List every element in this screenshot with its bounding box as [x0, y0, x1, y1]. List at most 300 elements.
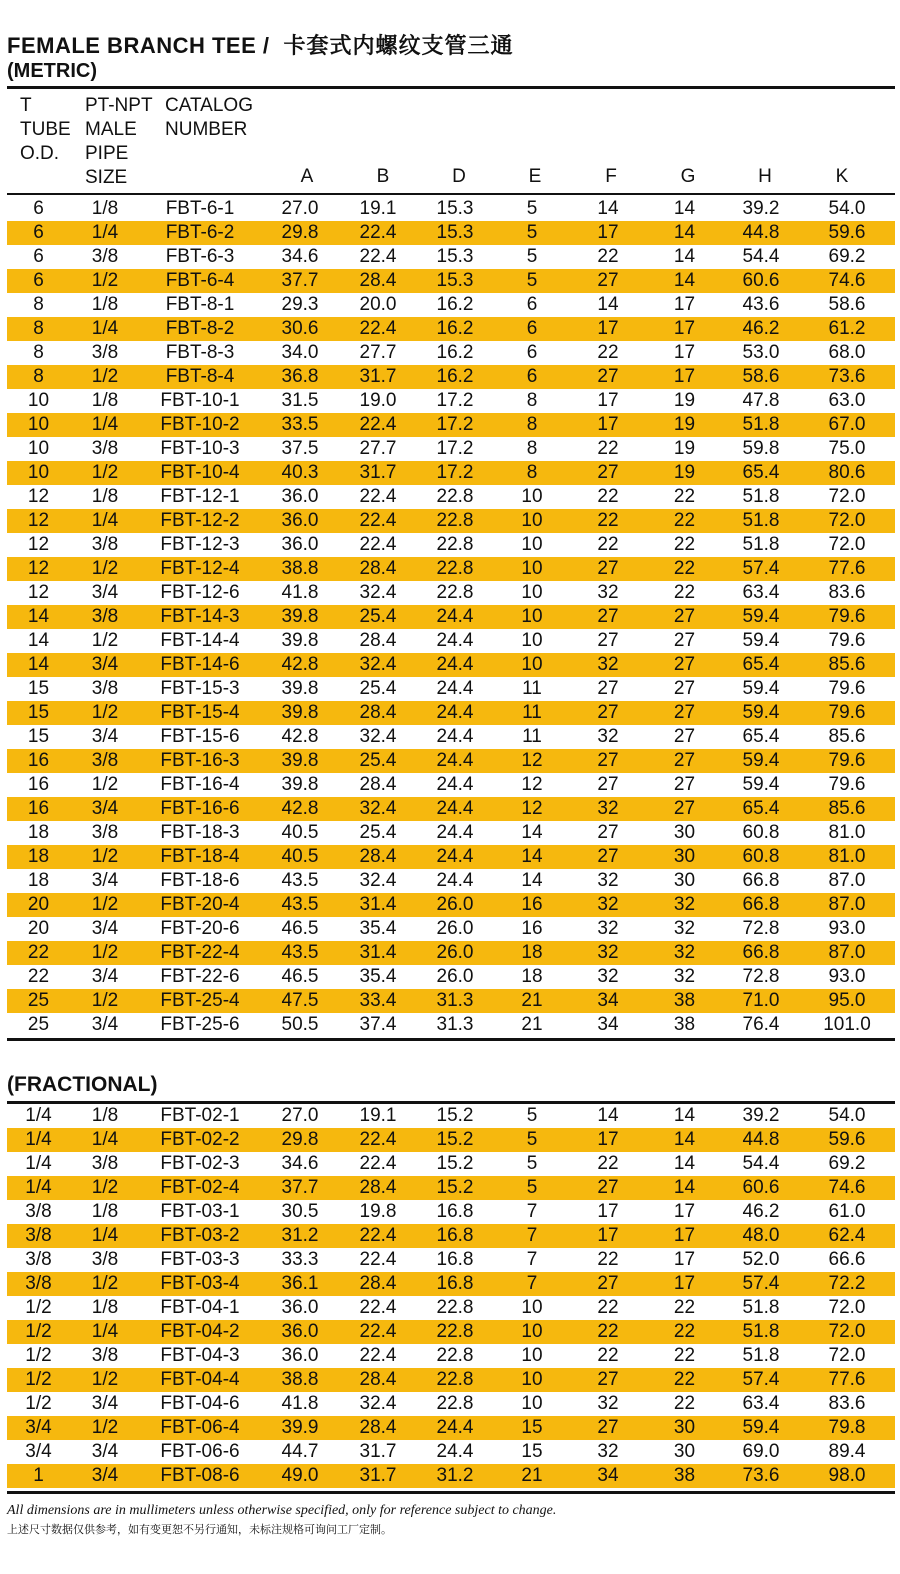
header-dim-e: E	[528, 166, 542, 187]
cell-dim-b: 28.4	[340, 1272, 416, 1296]
cell-dim-k: 93.0	[828, 918, 866, 939]
cell-dim-g: 22	[673, 534, 696, 555]
cell-dim-h: 44.8	[723, 1128, 799, 1152]
cell-dim-g: 30	[646, 845, 723, 869]
cell-dim-b: 31.7	[340, 1464, 416, 1488]
cell-dim-a: 39.8	[260, 749, 340, 773]
cell-dim-h: 60.8	[723, 845, 799, 869]
cell-dim-k: 79.6	[828, 774, 866, 795]
cell-dim-k: 77.6	[799, 1368, 895, 1392]
cell-dim-h: 44.8	[723, 221, 799, 245]
cell-catalog-number: FBT-02-3	[160, 1153, 240, 1174]
cell-dim-f: 27	[570, 1416, 646, 1440]
cell-dim-g: 38	[673, 1014, 696, 1035]
cell-dim-b: 32.4	[340, 653, 416, 677]
page-title	[7, 33, 887, 82]
cell-tube-od: 15	[27, 678, 50, 699]
cell-dim-e: 5	[526, 1105, 538, 1126]
cell-dim-g: 22	[673, 486, 696, 507]
cell-pipe-size: 3/8	[70, 749, 140, 773]
cell-dim-e: 10	[521, 582, 543, 603]
cell-catalog-number: FBT-12-1	[160, 486, 240, 507]
cell-dim-e: 10	[521, 534, 543, 555]
cell-dim-k: 72.0	[828, 486, 866, 507]
cell-dim-e: 7	[526, 1249, 538, 1270]
cell-tube-od: 15	[7, 701, 70, 725]
cell-dim-d: 24.4	[416, 1416, 494, 1440]
cell-dim-a: 36.0	[260, 1320, 340, 1344]
cell-pipe-size: 1/4	[70, 413, 140, 437]
cell-catalog-number: FBT-14-3	[140, 605, 260, 629]
cell-dim-h: 66.8	[723, 941, 799, 965]
cell-catalog-number: FBT-16-3	[140, 749, 260, 773]
cell-catalog-number: FBT-12-3	[160, 534, 240, 555]
cell-pipe-size: 3/8	[70, 605, 140, 629]
fractional-title: (FRACTIONAL)	[7, 1073, 158, 1096]
cell-dim-f: 22	[570, 1320, 646, 1344]
cell-dim-h: 54.4	[742, 246, 780, 267]
cell-dim-a: 44.7	[281, 1441, 319, 1462]
cell-dim-a: 50.5	[281, 1014, 319, 1035]
cell-catalog-number: FBT-10-2	[140, 413, 260, 437]
cell-dim-f: 27	[570, 1272, 646, 1296]
cell-dim-k: 72.0	[799, 1320, 895, 1344]
cell-dim-a: 34.6	[281, 246, 319, 267]
cell-dim-k: 68.0	[828, 342, 866, 363]
cell-dim-g: 19	[673, 438, 696, 459]
cell-pipe-size: 3/4	[91, 726, 119, 747]
cell-dim-f: 27	[570, 461, 646, 485]
cell-pipe-size: 1/4	[70, 1128, 140, 1152]
cell-catalog-number: FBT-18-4	[140, 845, 260, 869]
cell-dim-d: 22.8	[436, 1393, 474, 1414]
cell-catalog-number: FBT-16-6	[140, 797, 260, 821]
cell-dim-h: 59.4	[742, 630, 780, 651]
table-row	[7, 365, 895, 389]
cell-dim-d: 16.8	[436, 1249, 474, 1270]
cell-catalog-number: FBT-10-4	[140, 461, 260, 485]
cell-dim-b: 28.4	[340, 557, 416, 581]
cell-pipe-size: 1/2	[70, 269, 140, 293]
cell-dim-f: 32	[597, 1393, 619, 1414]
cell-tube-od: 16	[7, 749, 70, 773]
cell-dim-b: 22.4	[340, 509, 416, 533]
cell-dim-k: 80.6	[799, 461, 895, 485]
cell-dim-g: 30	[646, 1416, 723, 1440]
table-row	[7, 725, 895, 749]
cell-dim-f: 17	[570, 317, 646, 341]
cell-dim-d: 24.4	[436, 726, 474, 747]
cell-dim-e: 10	[494, 1320, 570, 1344]
header-pipe-size: PT-NPT MALE PIPE SIZE	[85, 95, 153, 188]
cell-dim-b: 28.4	[359, 774, 397, 795]
cell-dim-f: 22	[597, 1249, 619, 1270]
cell-tube-od: 10	[27, 390, 50, 411]
footnote-en: All dimensions are in mullimeters unless otherwise specified, only for reference subject to change.	[7, 1503, 557, 1518]
cell-dim-f: 27	[597, 774, 619, 795]
cell-dim-b: 32.4	[359, 582, 397, 603]
cell-dim-f: 14	[597, 294, 619, 315]
cell-dim-g: 22	[673, 1297, 696, 1318]
cell-dim-f: 27	[570, 845, 646, 869]
cell-dim-b: 20.0	[359, 294, 397, 315]
cell-pipe-size: 3/4	[91, 966, 119, 987]
cell-tube-od: 10	[27, 438, 50, 459]
cell-dim-a: 39.8	[281, 678, 319, 699]
cell-dim-g: 30	[673, 1441, 696, 1462]
cell-dim-f: 17	[597, 1201, 619, 1222]
cell-dim-g: 19	[646, 413, 723, 437]
cell-tube-od: 8	[33, 342, 44, 363]
cell-dim-a: 31.5	[281, 390, 319, 411]
table-row	[7, 677, 895, 701]
cell-dim-a: 46.5	[281, 966, 319, 987]
cell-dim-f: 27	[597, 822, 619, 843]
cell-dim-e: 15	[521, 1441, 543, 1462]
cell-dim-a: 39.8	[260, 701, 340, 725]
cell-dim-h: 73.6	[723, 1464, 799, 1488]
cell-dim-e: 10	[521, 1297, 543, 1318]
cell-catalog-number: FBT-8-3	[165, 342, 235, 363]
title-en: FEMALE BRANCH TEE /	[7, 33, 270, 58]
cell-dim-g: 22	[646, 509, 723, 533]
cell-pipe-size: 1/8	[91, 1105, 119, 1126]
cell-dim-e: 11	[522, 726, 542, 747]
table-row	[7, 1152, 895, 1176]
cell-tube-od: 3/8	[7, 1224, 70, 1248]
cell-dim-h: 43.6	[742, 294, 780, 315]
cell-dim-k: 62.4	[799, 1224, 895, 1248]
cell-tube-od: 14	[27, 630, 50, 651]
cell-dim-e: 5	[526, 246, 538, 267]
title-metric: (METRIC)	[7, 60, 97, 82]
cell-dim-d: 26.0	[416, 941, 494, 965]
cell-dim-a: 29.8	[260, 221, 340, 245]
cell-pipe-size: 3/8	[91, 678, 119, 699]
cell-dim-d: 24.4	[436, 822, 474, 843]
cell-dim-e: 10	[521, 486, 543, 507]
table-row	[7, 821, 895, 845]
table-row	[7, 317, 895, 341]
cell-dim-a: 37.5	[281, 438, 319, 459]
cell-dim-a: 46.5	[281, 918, 319, 939]
table-row	[7, 989, 895, 1013]
cell-dim-b: 22.4	[340, 317, 416, 341]
table-row	[7, 1104, 895, 1128]
cell-dim-b: 22.4	[359, 1153, 397, 1174]
cell-catalog-number: FBT-12-4	[140, 557, 260, 581]
table-row	[7, 773, 895, 797]
cell-dim-b: 22.4	[359, 1297, 397, 1318]
cell-dim-e: 15	[494, 1416, 570, 1440]
fractional-table	[7, 1104, 895, 1488]
cell-dim-a: 42.8	[260, 653, 340, 677]
cell-dim-a: 29.8	[260, 1128, 340, 1152]
cell-catalog-number: FBT-04-2	[140, 1320, 260, 1344]
table-row	[7, 1224, 895, 1248]
cell-dim-e: 5	[526, 1153, 538, 1174]
cell-pipe-size: 3/4	[70, 653, 140, 677]
cell-dim-k: 74.6	[799, 269, 895, 293]
cell-dim-f: 32	[597, 870, 619, 891]
cell-dim-a: 33.5	[260, 413, 340, 437]
cell-dim-a: 36.0	[281, 534, 319, 555]
cell-dim-b: 22.4	[340, 1128, 416, 1152]
cell-dim-b: 32.4	[359, 726, 397, 747]
cell-dim-d: 16.2	[436, 294, 474, 315]
cell-dim-h: 69.0	[742, 1441, 780, 1462]
cell-dim-k: 72.0	[828, 534, 866, 555]
cell-dim-d: 22.8	[416, 1320, 494, 1344]
cell-dim-d: 22.8	[416, 1368, 494, 1392]
cell-dim-a: 36.0	[281, 486, 319, 507]
cell-dim-a: 39.9	[260, 1416, 340, 1440]
table-row	[7, 941, 895, 965]
cell-tube-od: 3/8	[25, 1201, 52, 1222]
cell-catalog-number: FBT-25-4	[140, 989, 260, 1013]
cell-dim-k: 74.6	[799, 1176, 895, 1200]
cell-dim-d: 22.8	[436, 1297, 474, 1318]
cell-dim-h: 59.8	[742, 438, 780, 459]
cell-dim-a: 34.0	[281, 342, 319, 363]
cell-dim-e: 5	[494, 269, 570, 293]
table-row	[7, 293, 895, 317]
cell-dim-d: 24.4	[436, 870, 474, 891]
cell-catalog-number: FBT-02-4	[140, 1176, 260, 1200]
cell-dim-a: 43.5	[260, 941, 340, 965]
cell-pipe-size: 1/2	[70, 701, 140, 725]
cell-dim-b: 25.4	[359, 822, 397, 843]
cell-catalog-number: FBT-8-2	[140, 317, 260, 341]
cell-dim-b: 32.4	[359, 1393, 397, 1414]
cell-pipe-size: 3/8	[91, 534, 119, 555]
header-dim-a: A	[300, 166, 314, 187]
cell-dim-f: 14	[597, 1105, 619, 1126]
cell-pipe-size: 1/2	[91, 630, 119, 651]
cell-dim-e: 21	[521, 1014, 543, 1035]
cell-dim-a: 37.7	[260, 1176, 340, 1200]
cell-dim-h: 71.0	[723, 989, 799, 1013]
cell-pipe-size: 1/8	[91, 486, 119, 507]
cell-dim-e: 8	[526, 390, 538, 411]
cell-dim-h: 54.4	[742, 1153, 780, 1174]
cell-dim-g: 32	[646, 941, 723, 965]
table-row	[7, 341, 895, 365]
cell-catalog-number: FBT-03-1	[160, 1201, 240, 1222]
cell-pipe-size: 1/8	[91, 294, 119, 315]
cell-dim-k: 77.6	[799, 557, 895, 581]
cell-dim-k: 89.4	[828, 1441, 866, 1462]
cell-dim-e: 10	[494, 1368, 570, 1392]
cell-dim-d: 24.4	[436, 630, 474, 651]
cell-catalog-number: FBT-04-3	[160, 1345, 240, 1366]
cell-dim-b: 19.0	[359, 390, 397, 411]
cell-dim-g: 32	[673, 966, 696, 987]
cell-dim-h: 65.4	[723, 653, 799, 677]
cell-dim-f: 32	[570, 941, 646, 965]
cell-catalog-number: FBT-03-4	[140, 1272, 260, 1296]
cell-dim-a: 40.3	[260, 461, 340, 485]
cell-dim-h: 51.8	[742, 1345, 780, 1366]
cell-dim-k: 73.6	[799, 365, 895, 389]
cell-tube-od: 1/2	[25, 1297, 52, 1318]
cell-catalog-number: FBT-10-1	[160, 390, 240, 411]
cell-catalog-number: FBT-6-3	[165, 246, 235, 267]
cell-pipe-size: 1/2	[91, 774, 119, 795]
cell-dim-g: 27	[673, 726, 696, 747]
cell-dim-h: 59.4	[742, 774, 780, 795]
cell-dim-d: 15.2	[436, 1105, 474, 1126]
metric-bottom-rule	[7, 1038, 895, 1041]
cell-pipe-size: 3/8	[91, 822, 119, 843]
cell-dim-b: 31.7	[340, 461, 416, 485]
table-row	[7, 1344, 895, 1368]
cell-dim-b: 22.4	[340, 1224, 416, 1248]
cell-dim-e: 10	[494, 557, 570, 581]
cell-pipe-size: 1/8	[91, 1297, 119, 1318]
cell-dim-a: 37.7	[260, 269, 340, 293]
footnotes	[7, 1502, 556, 1538]
cell-tube-od: 3/8	[25, 1249, 52, 1270]
cell-dim-g: 17	[673, 1249, 696, 1270]
cell-tube-od: 20	[27, 918, 50, 939]
cell-dim-d: 22.8	[436, 582, 474, 603]
cell-dim-g: 27	[646, 605, 723, 629]
table-row	[7, 869, 895, 893]
cell-catalog-number: FBT-12-2	[140, 509, 260, 533]
cell-dim-b: 19.8	[359, 1201, 397, 1222]
cell-dim-f: 34	[597, 1014, 619, 1035]
cell-dim-b: 19.1	[359, 198, 397, 219]
cell-dim-f: 22	[597, 342, 619, 363]
cell-tube-od: 18	[27, 822, 50, 843]
cell-dim-a: 31.2	[260, 1224, 340, 1248]
cell-dim-e: 16	[494, 893, 570, 917]
cell-dim-d: 24.4	[416, 797, 494, 821]
header-top-rule	[7, 86, 895, 89]
cell-dim-a: 30.5	[281, 1201, 319, 1222]
cell-dim-f: 17	[570, 1224, 646, 1248]
cell-dim-h: 65.4	[742, 726, 780, 747]
cell-dim-e: 10	[494, 509, 570, 533]
cell-dim-e: 12	[521, 774, 543, 795]
cell-dim-e: 10	[494, 605, 570, 629]
cell-dim-h: 39.2	[742, 198, 780, 219]
cell-catalog-number: FBT-15-6	[160, 726, 240, 747]
cell-dim-b: 22.4	[340, 413, 416, 437]
cell-dim-e: 5	[494, 221, 570, 245]
table-row	[7, 845, 895, 869]
cell-dim-f: 22	[597, 1297, 619, 1318]
title-line-1	[7, 33, 887, 60]
cell-dim-a: 40.5	[281, 822, 319, 843]
cell-dim-g: 14	[646, 1176, 723, 1200]
cell-dim-d: 15.3	[416, 221, 494, 245]
cell-dim-h: 51.8	[742, 534, 780, 555]
cell-dim-e: 6	[494, 317, 570, 341]
cell-dim-k: 85.6	[799, 653, 895, 677]
cell-dim-h: 59.4	[723, 701, 799, 725]
cell-pipe-size: 1/4	[70, 317, 140, 341]
cell-dim-h: 63.4	[742, 1393, 780, 1414]
cell-dim-a: 38.8	[260, 557, 340, 581]
cell-dim-a: 36.0	[260, 509, 340, 533]
cell-pipe-size: 3/8	[91, 1345, 119, 1366]
table-row	[7, 1248, 895, 1272]
cell-dim-b: 31.4	[340, 893, 416, 917]
cell-tube-od: 6	[33, 198, 44, 219]
cell-dim-g: 32	[673, 918, 696, 939]
cell-dim-d: 16.8	[416, 1224, 494, 1248]
cell-dim-k: 85.6	[799, 797, 895, 821]
cell-catalog-number: FBT-04-1	[160, 1297, 240, 1318]
cell-dim-a: 39.8	[281, 774, 319, 795]
cell-dim-d: 22.8	[436, 486, 474, 507]
cell-dim-h: 76.4	[742, 1014, 780, 1035]
cell-dim-h: 57.4	[723, 557, 799, 581]
cell-dim-h: 51.8	[723, 1320, 799, 1344]
cell-dim-b: 22.4	[340, 1320, 416, 1344]
cell-tube-od: 20	[7, 893, 70, 917]
cell-dim-e: 12	[494, 749, 570, 773]
cell-catalog-number: FBT-6-2	[140, 221, 260, 245]
cell-dim-f: 32	[597, 918, 619, 939]
cell-pipe-size: 1/2	[70, 365, 140, 389]
cell-dim-h: 53.0	[742, 342, 780, 363]
cell-dim-h: 66.8	[723, 893, 799, 917]
cell-dim-d: 15.2	[436, 1153, 474, 1174]
cell-dim-h: 60.8	[742, 822, 780, 843]
cell-dim-d: 31.2	[416, 1464, 494, 1488]
cell-dim-k: 61.0	[828, 1201, 866, 1222]
cell-dim-f: 32	[570, 653, 646, 677]
cell-tube-od: 1/4	[25, 1153, 52, 1174]
cell-dim-d: 15.3	[436, 246, 474, 267]
cell-tube-od: 6	[33, 246, 44, 267]
cell-catalog-number: FBT-6-1	[165, 198, 235, 219]
cell-dim-a: 39.8	[281, 630, 319, 651]
cell-dim-g: 22	[673, 1393, 696, 1414]
cell-catalog-number: FBT-22-6	[160, 966, 240, 987]
cell-dim-a: 36.1	[260, 1272, 340, 1296]
cell-tube-od: 8	[33, 294, 44, 315]
cell-dim-k: 72.0	[828, 1297, 866, 1318]
cell-dim-b: 25.4	[340, 605, 416, 629]
cell-dim-k: 81.0	[799, 845, 895, 869]
cell-dim-g: 32	[646, 893, 723, 917]
cell-dim-k: 61.2	[799, 317, 895, 341]
cell-dim-h: 72.8	[742, 966, 780, 987]
cell-dim-e: 14	[521, 870, 543, 891]
cell-dim-f: 27	[570, 557, 646, 581]
table-row	[7, 1200, 895, 1224]
cell-tube-od: 3/8	[7, 1272, 70, 1296]
cell-dim-a: 40.5	[260, 845, 340, 869]
cell-dim-b: 27.7	[359, 438, 397, 459]
cell-dim-k: 79.6	[828, 630, 866, 651]
table-row	[7, 1176, 895, 1200]
cell-dim-h: 72.8	[742, 918, 780, 939]
cell-dim-k: 72.0	[799, 509, 895, 533]
cell-pipe-size: 3/8	[91, 1153, 119, 1174]
cell-dim-e: 6	[494, 365, 570, 389]
cell-dim-f: 27	[570, 365, 646, 389]
header-dim-f: F	[605, 166, 617, 187]
cell-dim-g: 17	[646, 1224, 723, 1248]
cell-dim-f: 32	[597, 582, 619, 603]
cell-catalog-number: FBT-14-4	[160, 630, 240, 651]
cell-dim-e: 7	[494, 1272, 570, 1296]
